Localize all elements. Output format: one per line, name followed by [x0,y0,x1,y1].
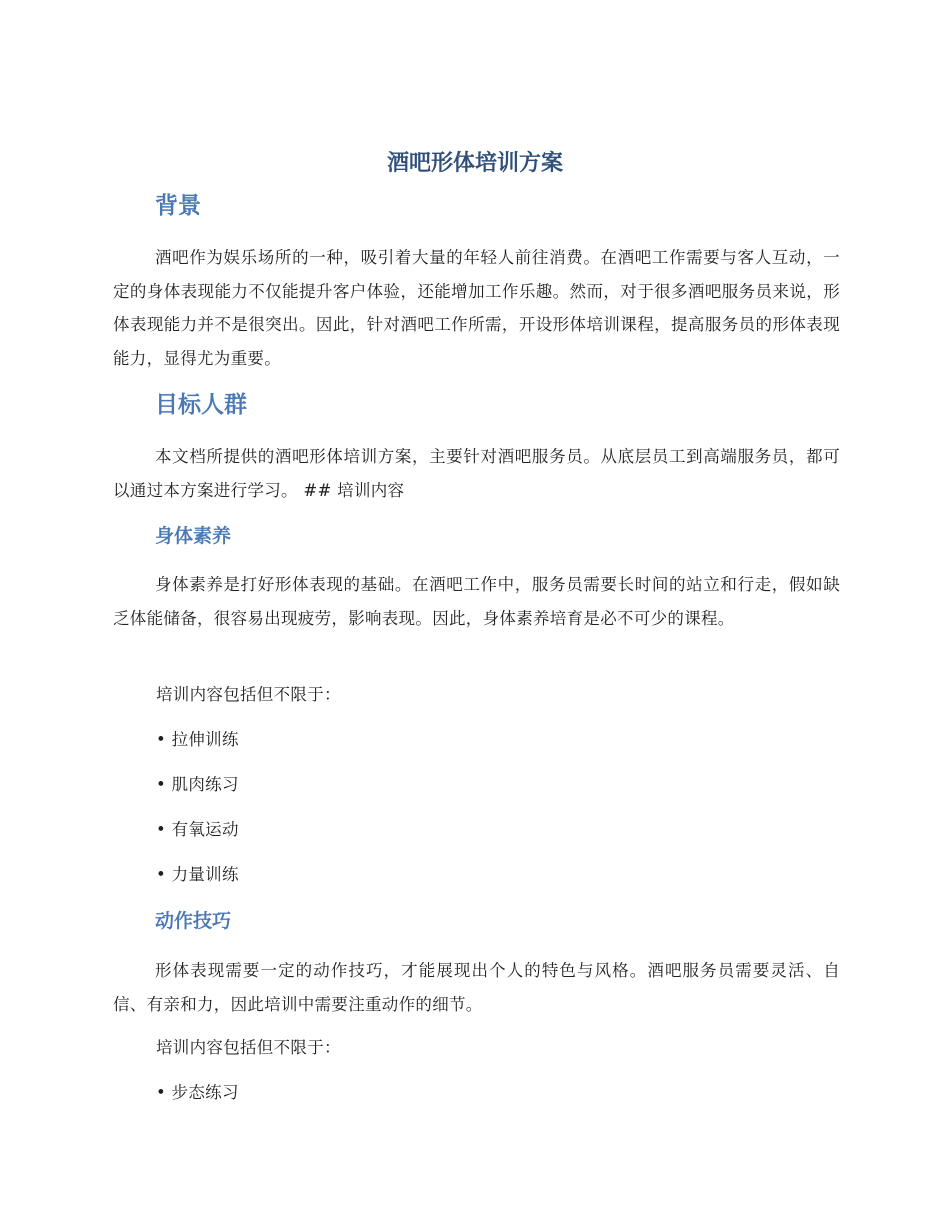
heading-background: 背景 [155,193,201,219]
document-title: 酒吧形体培训方案 [386,151,563,176]
paragraph-target-audience: 本文档所提供的酒吧形体培训方案，主要针对酒吧服务员。从底层员工到高端服务员，都可以通过本方案进行学习。 ## 培训内容 [113,447,840,500]
paragraph-background: 酒吧作为娱乐场所的一种，吸引着大量的年轻人前往消费。在酒吧工作需要与客人互动，一定的身体表现能力不仅能提升客户体验，还能增加工作乐趣。然而，对于很多酒吧服务员来说，形体表现能力并不是很突出。因此，针对酒吧工作所需，开设形体培训课程，提高服务员的形体表现能力，显得尤为重要。 [113,248,840,368]
list-item: • 有氧运动 [156,820,239,839]
heading-physical-fitness: 身体素养 [155,525,232,547]
list-item: • 力量训练 [156,865,239,884]
list-item: • 肌肉练习 [156,775,239,794]
list-item: • 步态练习 [156,1083,239,1102]
skills-training-intro: 培训内容包括但不限于： [156,1038,341,1057]
paragraph-movement-skills: 形体表现需要一定的动作技巧，才能展现出个人的特色与风格。酒吧服务员需要灵活、自信、有亲和力，因此培训中需要注重动作的细节。 [113,961,840,1014]
heading-target-audience: 目标人群 [155,392,247,418]
paragraph-physical-fitness: 身体素养是打好形体表现的基础。在酒吧工作中，服务员需要长时间的站立和行走，假如缺乏体能储备，很容易出现疲劳，影响表现。因此，身体素养培育是必不可少的课程。 [113,575,840,628]
physical-training-intro: 培训内容包括但不限于： [156,685,341,704]
list-item: • 拉伸训练 [156,730,239,749]
heading-movement-skills: 动作技巧 [155,910,232,932]
